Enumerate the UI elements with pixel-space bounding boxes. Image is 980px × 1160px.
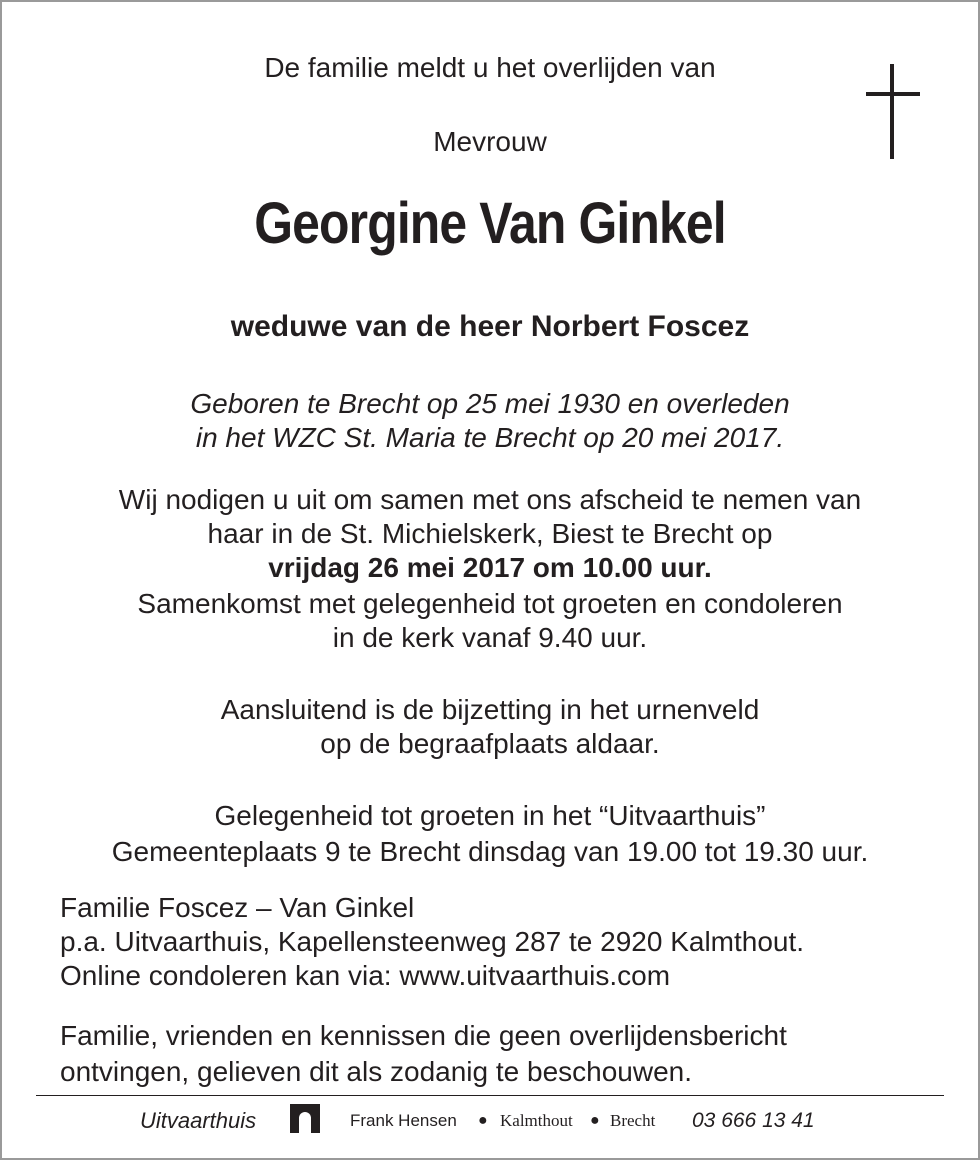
salutation: Mevrouw	[433, 126, 547, 157]
family-line-2: p.a. Uitvaarthuis, Kapellensteenweg 287 te 2920 Kalmthout.	[60, 926, 805, 957]
footer-divider	[36, 1095, 944, 1096]
footer-brand: Uitvaarthuis	[140, 1108, 257, 1133]
viewing-line-1: Gelegenheid tot groeten in het “Uitvaarthuis”	[214, 800, 766, 831]
family-line-3: Online condoleren kan via: www.uitvaarthuis.com	[60, 960, 671, 991]
footer-location-brecht: Brecht	[610, 1111, 656, 1130]
invitation-line-2: haar in de St. Michielskerk, Biest te Brecht op	[207, 518, 773, 549]
intro-text: De familie meldt u het overlijden van	[264, 52, 716, 83]
cross-icon-bar	[866, 92, 920, 96]
burial-line-1: Aansluitend is de bijzetting in het urnenveld	[220, 694, 760, 725]
viewing-line-2: Gemeenteplaats 9 te Brecht dinsdag van 19.00 tot 19.30 uur.	[111, 836, 869, 867]
gathering-line-1: Samenkomst met gelegenheid tot groeten en condoleren	[137, 588, 843, 619]
footer-phone: 03 666 13 41	[692, 1109, 815, 1132]
footer-separator-1: ●	[478, 1112, 488, 1129]
footer-owner: Frank Hensen	[350, 1111, 457, 1130]
birth-death-line-2: in het WZC St. Maria te Brecht op 20 mei 2017.	[195, 422, 785, 453]
footer-location-kalmthout: Kalmthout	[500, 1111, 573, 1130]
birth-death-line-1: Geboren te Brecht op 25 mei 1930 en overleden	[190, 388, 790, 419]
deceased-name: Georgine Van Ginkel	[254, 191, 726, 256]
gathering-line-2: in de kerk vanaf 9.40 uur.	[332, 622, 648, 653]
family-line-1: Familie Foscez – Van Ginkel	[60, 892, 415, 923]
notice-line-2: ontvingen, gelieven dit als zodanig te beschouwen.	[60, 1056, 692, 1087]
footer-separator-2: ●	[590, 1112, 600, 1129]
burial-line-2: op de begraafplaats aldaar.	[320, 728, 660, 759]
invitation-line-1: Wij nodigen u uit om samen met ons afscheid te nemen van	[118, 484, 862, 515]
notice-line-1: Familie, vrienden en kennissen die geen overlijdensbericht	[60, 1020, 787, 1051]
uitvaarthuis-logo-icon	[290, 1104, 320, 1133]
widow-of: weduwe van de heer Norbert Foscez	[230, 310, 750, 343]
ceremony-date: vrijdag 26 mei 2017 om 10.00 uur.	[268, 552, 712, 583]
